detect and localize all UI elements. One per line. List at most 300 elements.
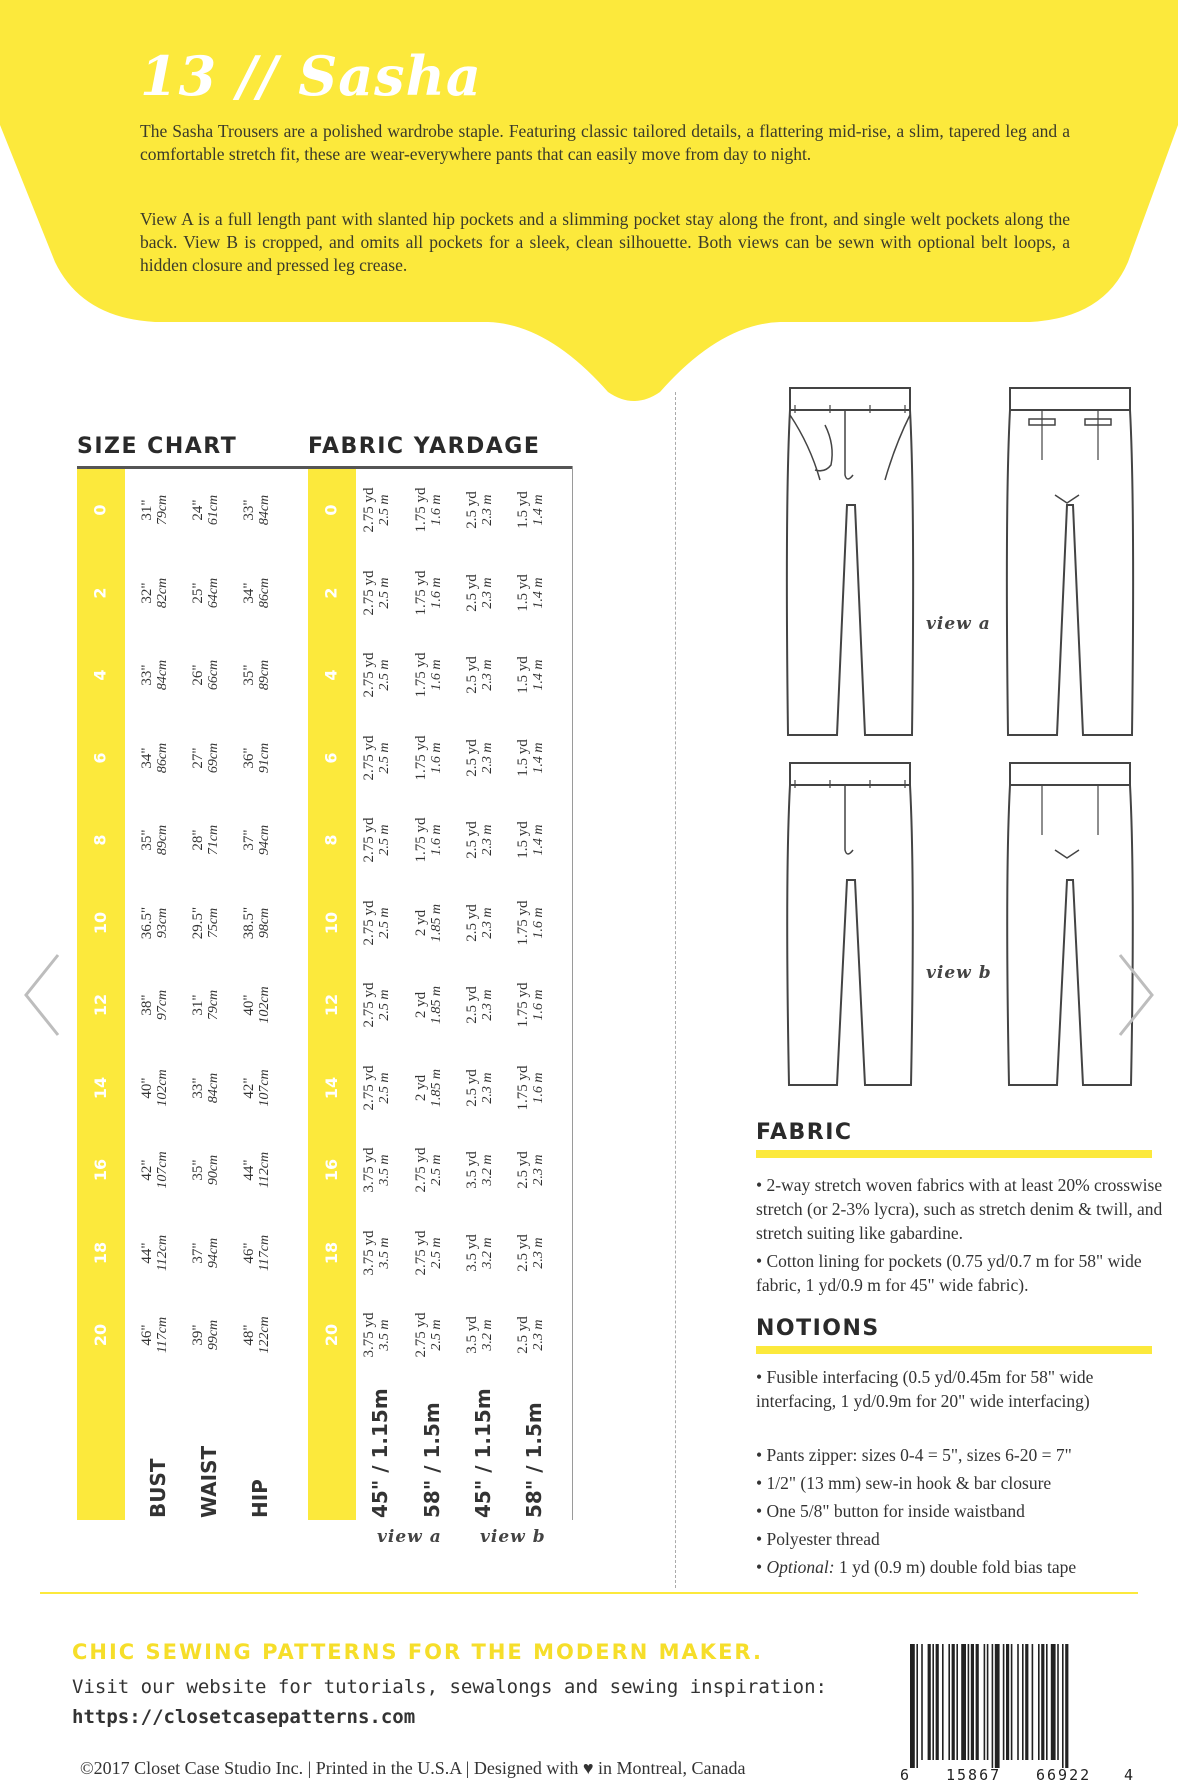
- cell-imperial: 2.75 yd: [361, 735, 377, 780]
- cell-metric: 97cm: [155, 989, 170, 1021]
- barcode-digits-left: 15867: [946, 1766, 1002, 1784]
- barcode-bar: [987, 1644, 989, 1760]
- cell-metric: 2.3 m: [480, 824, 495, 856]
- barcode-bar: [921, 1644, 923, 1760]
- size-chart-heading: SIZE CHART: [77, 434, 238, 459]
- barcode-bar: [932, 1644, 934, 1760]
- cell-metric: 84cm: [155, 659, 170, 691]
- cell-imperial: 2.5 yd: [515, 1151, 531, 1189]
- chart-size-2: [77, 583, 125, 603]
- size-label: 4: [90, 669, 110, 681]
- cell-imperial: 2 yd: [413, 991, 429, 1019]
- barcode: [898, 1640, 1138, 1788]
- cell-metric: 89cm: [155, 824, 170, 856]
- barcode-bar: [1041, 1644, 1044, 1760]
- cell-value: [190, 990, 222, 1020]
- barcode-bar: [1062, 1644, 1064, 1768]
- yardage-view-a-caption: view a: [377, 1527, 442, 1547]
- cell-value: [413, 570, 445, 615]
- cell-value: [241, 742, 273, 772]
- size-bar-chart: [77, 469, 125, 1520]
- notions-bullet-1: • Fusible interfacing (0.5 yd/0.45m for 58" wide interfacing, 1 yd/0.9m for 20" wide interfacing): [756, 1367, 1094, 1411]
- cell-imperial: 34": [241, 581, 257, 604]
- cell-value: [190, 1320, 222, 1350]
- cell-value: [464, 1069, 496, 1107]
- cell-value: [139, 742, 171, 772]
- chart-size-0: [77, 500, 125, 520]
- cell-value: [139, 825, 171, 855]
- barcode-bar: [956, 1644, 958, 1760]
- cell-value: [464, 821, 496, 859]
- cell-metric: 3.5 m: [377, 1236, 392, 1269]
- cell-value: [413, 818, 445, 863]
- cell-value: [241, 1316, 273, 1353]
- cell-metric: 2.3 m: [480, 494, 495, 526]
- cell-imperial: 2.5 yd: [515, 1316, 531, 1354]
- cell-imperial: 1.5 yd: [515, 738, 531, 777]
- size-label: 0: [321, 504, 341, 516]
- cell-metric: 2.3 m: [480, 989, 495, 1021]
- cell-metric: 2.3 m: [480, 1071, 495, 1104]
- cell-value: [241, 825, 273, 855]
- cell-imperial: 33": [190, 1076, 206, 1099]
- cell-imperial: 46": [241, 1241, 257, 1264]
- cell-imperial: 46": [139, 1324, 155, 1346]
- view-b-front-illustration: [785, 760, 915, 1090]
- barcode-bar: [942, 1644, 944, 1760]
- size-label: 6: [321, 751, 341, 764]
- cell-value: [413, 903, 445, 941]
- cell-metric: 1.6 m: [429, 741, 444, 774]
- cell-metric: 1.85 m: [429, 903, 444, 942]
- cell-metric: 86cm: [257, 577, 272, 608]
- cell-imperial: 33": [241, 499, 257, 521]
- cell-value: [139, 1069, 171, 1106]
- cell-imperial: 3.75 yd: [361, 1230, 377, 1275]
- cell-metric: 2.3 m: [480, 741, 495, 774]
- cell-value: [464, 574, 496, 612]
- fabric-yardage-row-label: 45" / 1.15m: [368, 1388, 392, 1518]
- footer-tagline: CHIC SEWING PATTERNS FOR THE MODERN MAKER.: [72, 1640, 763, 1664]
- cell-metric: 84cm: [257, 494, 272, 526]
- yardage-size-4: [308, 665, 356, 685]
- cell-metric: 75cm: [206, 907, 221, 938]
- cell-value: [139, 1151, 171, 1188]
- carousel-prev-arrow[interactable]: [18, 950, 64, 1040]
- cell-imperial: 2.5 yd: [464, 738, 480, 777]
- size-chart-row-label: BUST: [146, 1458, 170, 1518]
- barcode-bar: [928, 1644, 931, 1760]
- yardage-size-14: [308, 1078, 356, 1098]
- yardage-size-16: [308, 1160, 356, 1180]
- cell-value: [139, 990, 171, 1020]
- cell-metric: 1.6 m: [531, 1071, 546, 1104]
- cell-value: [515, 574, 547, 612]
- notions-bullet-6: • Optional: 1 yd (0.9 m) double fold bias tape: [756, 1557, 1077, 1577]
- yardage-size-8: [308, 830, 356, 850]
- cell-imperial: 2.75 yd: [361, 817, 377, 863]
- barcode-digits-right: 66922: [1036, 1766, 1092, 1784]
- cell-imperial: 35": [241, 664, 257, 686]
- cell-value: [464, 656, 496, 694]
- size-label: 4: [321, 669, 341, 681]
- cell-value: [464, 986, 496, 1024]
- cell-imperial: 1.75 yd: [413, 817, 429, 863]
- barcode-bar: [1011, 1644, 1013, 1760]
- barcode-bar: [984, 1644, 986, 1760]
- cell-value: [413, 653, 445, 698]
- size-label: 18: [321, 1241, 341, 1264]
- cell-metric: 98cm: [257, 907, 272, 938]
- cell-metric: 69cm: [206, 742, 221, 773]
- size-label: 2: [321, 586, 341, 599]
- cell-imperial: 27": [190, 746, 206, 769]
- cell-imperial: 1.75 yd: [413, 487, 429, 533]
- cell-imperial: 37": [241, 829, 257, 851]
- cell-value: [515, 739, 547, 777]
- cell-value: [190, 906, 222, 938]
- size-label: 10: [321, 911, 341, 934]
- cell-imperial: 1.5 yd: [515, 491, 531, 529]
- yardage-size-0: [308, 500, 356, 520]
- cell-value: [190, 495, 222, 525]
- cell-metric: 117cm: [155, 1316, 170, 1354]
- barcode-bar: [961, 1644, 966, 1760]
- cell-value: [241, 1069, 273, 1106]
- barcode-bar: [1025, 1644, 1028, 1760]
- notions-heading-rule: [756, 1346, 1152, 1354]
- cell-value: [361, 1148, 393, 1193]
- cell-imperial: 1.75 yd: [515, 900, 531, 945]
- optional-text: 1 yd (0.9 m) double fold bias tape: [834, 1557, 1077, 1577]
- notions-bullet-5: • Polyester thread: [756, 1529, 880, 1549]
- cell-imperial: 2.75 yd: [413, 1147, 429, 1193]
- cell-value: [361, 1313, 393, 1358]
- cell-imperial: 1.5 yd: [515, 573, 531, 612]
- cell-imperial: 1.5 yd: [515, 656, 531, 694]
- size-label: 2: [90, 586, 110, 599]
- cell-imperial: 26": [190, 664, 206, 686]
- cell-value: [241, 986, 273, 1023]
- cell-metric: 66cm: [206, 659, 221, 691]
- cell-value: [361, 1065, 393, 1110]
- cell-imperial: 28": [190, 829, 206, 851]
- cell-metric: 2.5 m: [377, 659, 392, 691]
- cell-value: [241, 660, 273, 690]
- chart-size-20: [77, 1325, 125, 1345]
- size-chart-row-label: HIP: [248, 1479, 272, 1518]
- cell-value: [515, 1234, 547, 1272]
- cell-value: [241, 577, 273, 607]
- cell-value: [515, 983, 547, 1028]
- cell-imperial: 1.75 yd: [413, 652, 429, 698]
- cell-imperial: 3.75 yd: [361, 1312, 377, 1358]
- cell-metric: 1.6 m: [429, 824, 444, 856]
- cell-metric: 102cm: [155, 1068, 170, 1107]
- pattern-title: 13 // Sasha: [140, 44, 482, 108]
- cell-value: [464, 739, 496, 777]
- cell-metric: 93cm: [155, 907, 170, 938]
- cell-value: [190, 1237, 222, 1267]
- cell-value: [241, 495, 273, 525]
- barcode-bar: [1003, 1644, 1005, 1760]
- cell-imperial: 39": [190, 1324, 206, 1346]
- cell-metric: 61cm: [206, 494, 221, 526]
- cell-imperial: 29.5": [190, 906, 206, 939]
- cell-imperial: 44": [241, 1159, 257, 1181]
- cell-metric: 2.5 m: [377, 1071, 392, 1104]
- cell-metric: 82cm: [155, 577, 170, 608]
- cell-imperial: 32": [139, 581, 155, 604]
- cell-imperial: 2.75 yd: [413, 1312, 429, 1358]
- cell-imperial: 2.5 yd: [464, 903, 480, 942]
- cell-value: [241, 1234, 273, 1270]
- cell-value: [190, 1072, 222, 1102]
- barcode-bar: [1065, 1644, 1068, 1768]
- copyright-text-pre: ©2017 Closet Case Studio Inc. | Printed in the U.S.A | Designed with: [80, 1758, 583, 1778]
- view-b-back-illustration: [1005, 760, 1135, 1090]
- cell-metric: 2.5 m: [377, 576, 392, 609]
- cell-imperial: 2.5 yd: [464, 491, 480, 529]
- cell-imperial: 1.75 yd: [515, 982, 531, 1028]
- yardage-size-2: [308, 583, 356, 603]
- cell-metric: 102cm: [257, 986, 272, 1024]
- cell-metric: 1.4 m: [531, 494, 546, 526]
- intro-paragraph-2: View A is a full length pant with slanted hip pockets and a slimming pocket stay along the front, and single welt pockets along the back. View B is cropped, and omits all pockets for a sleek, clean silhouette. Both views can be sewn with optional belt loops, a hidden closure and pressed leg crease.: [140, 209, 1070, 275]
- cell-metric: 107cm: [155, 1151, 170, 1189]
- cell-value: [190, 825, 222, 855]
- cell-metric: 1.85 m: [429, 985, 444, 1025]
- barcode-bar: [1017, 1644, 1019, 1760]
- cell-imperial: 2.75 yd: [361, 570, 377, 615]
- notions-bullet-3: • 1/2" (13 mm) sew-in hook & bar closure: [756, 1473, 1052, 1493]
- cell-metric: 2.5 m: [429, 1154, 444, 1186]
- barcode-bar: [916, 1644, 918, 1768]
- barcode-bar: [948, 1644, 950, 1760]
- cell-metric: 2.5 m: [377, 989, 392, 1021]
- cell-metric: 2.3 m: [531, 1154, 546, 1186]
- cell-imperial: 2.5 yd: [515, 1233, 531, 1272]
- size-label: 0: [90, 504, 110, 516]
- cell-metric: 79cm: [155, 494, 170, 526]
- cell-metric: 117cm: [257, 1234, 272, 1271]
- cell-imperial: 3.75 yd: [361, 1147, 377, 1193]
- cell-imperial: 24": [190, 499, 206, 521]
- cell-value: [464, 904, 496, 942]
- size-bar-yardage: [308, 469, 356, 1520]
- chart-size-18: [77, 1243, 125, 1263]
- copyright-text-post: in Montreal, Canada: [593, 1758, 746, 1778]
- cell-value: [515, 491, 547, 529]
- barcode-bar: [1022, 1644, 1024, 1760]
- cell-metric: 84cm: [206, 1072, 221, 1103]
- cell-imperial: 42": [139, 1159, 155, 1181]
- fabric-heading-rule: [756, 1150, 1152, 1158]
- cell-imperial: 31": [190, 994, 206, 1016]
- barcode-bar: [1006, 1644, 1009, 1760]
- cell-metric: 90cm: [206, 1154, 221, 1186]
- size-label: 16: [321, 1158, 341, 1182]
- cell-value: [464, 1234, 496, 1272]
- cell-metric: 3.2 m: [480, 1154, 495, 1186]
- barcode-bar: [1032, 1644, 1034, 1760]
- cell-metric: 79cm: [206, 989, 221, 1021]
- chart-size-8: [77, 830, 125, 850]
- barcode-digit-lead: 6: [900, 1766, 910, 1784]
- cell-metric: 1.4 m: [531, 824, 546, 856]
- cell-value: [413, 1313, 445, 1358]
- carousel-next-arrow[interactable]: [1114, 950, 1160, 1040]
- view-a-label: view a: [926, 614, 991, 634]
- size-label: 8: [90, 834, 110, 846]
- fabric-bullet-2: • Cotton lining for pockets (0.75 yd/0.7 m for 58" wide fabric, 1 yd/0.9 m for 45" wide fabric).: [756, 1251, 1142, 1295]
- optional-label: Optional:: [766, 1557, 835, 1577]
- cell-imperial: 2.75 yd: [361, 487, 377, 533]
- cell-value: [361, 570, 393, 615]
- cell-value: [361, 900, 393, 945]
- cell-metric: 112cm: [155, 1234, 170, 1271]
- cell-imperial: 1.75 yd: [413, 735, 429, 780]
- chart-size-10: [77, 913, 125, 933]
- cell-metric: 89cm: [257, 659, 272, 691]
- cell-imperial: 38": [139, 994, 155, 1016]
- cell-value: [139, 1317, 171, 1353]
- cell-metric: 2.3 m: [531, 1319, 546, 1351]
- size-label: 14: [321, 1076, 341, 1099]
- cell-metric: 3.5 m: [377, 1154, 392, 1186]
- barcode-digit-trail: 4: [1124, 1766, 1134, 1784]
- size-label: 12: [321, 993, 341, 1017]
- cell-metric: 1.6 m: [429, 494, 444, 526]
- cell-value: [515, 821, 547, 859]
- cell-imperial: 33": [139, 664, 155, 686]
- cell-metric: 1.85 m: [429, 1068, 444, 1107]
- notions-heading: NOTIONS: [756, 1316, 880, 1341]
- size-label: 18: [90, 1241, 110, 1264]
- barcode-bar: [968, 1644, 970, 1760]
- cell-imperial: 37": [190, 1241, 206, 1264]
- cell-imperial: 1.75 yd: [515, 1065, 531, 1110]
- cell-metric: 91cm: [257, 742, 272, 773]
- cell-value: [361, 488, 393, 533]
- cell-value: [361, 653, 393, 698]
- cell-value: [139, 495, 171, 525]
- cell-value: [361, 1230, 393, 1275]
- cell-metric: 3.2 m: [480, 1319, 495, 1351]
- cell-value: [515, 1151, 547, 1189]
- cell-metric: 3.5 m: [377, 1319, 392, 1351]
- view-a-front-illustration: [785, 385, 915, 740]
- cell-imperial: 40": [241, 994, 257, 1016]
- size-label: 10: [90, 911, 110, 934]
- footer-website-link[interactable]: https://closetcasepatterns.com: [72, 1706, 416, 1728]
- cell-value: [464, 1151, 496, 1189]
- yardage-size-18: [308, 1243, 356, 1263]
- cell-value: [464, 491, 496, 529]
- barcode-bar: [1051, 1644, 1056, 1760]
- barcode-bar: [971, 1644, 974, 1760]
- cell-value: [515, 656, 547, 694]
- barcode-bar: [1046, 1644, 1048, 1760]
- cell-metric: 86cm: [155, 742, 170, 773]
- cell-value: [515, 1065, 547, 1110]
- cell-metric: 3.2 m: [480, 1236, 495, 1269]
- cell-imperial: 2.5 yd: [464, 656, 480, 694]
- cell-imperial: 40": [139, 1076, 155, 1099]
- cell-value: [190, 577, 222, 607]
- cell-imperial: 34": [139, 746, 155, 769]
- cell-metric: 112cm: [257, 1151, 272, 1189]
- notions-bullet-4: • One 5/8" button for inside waistband: [756, 1501, 1025, 1521]
- cell-metric: 2.5 m: [377, 741, 392, 774]
- cell-imperial: 2.5 yd: [464, 986, 480, 1024]
- chart-size-12: [77, 995, 125, 1015]
- cell-imperial: 42": [241, 1076, 257, 1099]
- heart-icon: ♥: [582, 1758, 594, 1778]
- fabric-yardage-row-label: 58" / 1.5m: [522, 1402, 546, 1518]
- cell-metric: 94cm: [257, 824, 272, 856]
- chart-size-16: [77, 1160, 125, 1180]
- footer-copyright: [80, 1758, 746, 1779]
- cell-value: [190, 660, 222, 690]
- barcode-bar: [910, 1644, 915, 1768]
- intro-paragraph-1: The Sasha Trousers are a polished wardrobe staple. Featuring classic tailored details, a flattering mid-rise, a slim, tapered leg and a comfortable stretch fit, these are wear-everywhere pants that can easily move from day to night.: [140, 121, 1070, 164]
- cell-metric: 2.3 m: [480, 906, 495, 939]
- cell-imperial: 44": [139, 1241, 155, 1264]
- cell-value: [413, 1068, 445, 1106]
- cell-metric: 2.5 m: [429, 1236, 444, 1269]
- cell-imperial: 1.5 yd: [515, 821, 531, 859]
- cell-metric: 2.5 m: [377, 824, 392, 856]
- cell-metric: 2.5 m: [429, 1319, 444, 1351]
- cell-imperial: 1.75 yd: [413, 570, 429, 615]
- cell-metric: 2.3 m: [480, 576, 495, 609]
- cell-imperial: 36": [241, 746, 257, 769]
- cell-imperial: 38.5": [241, 906, 257, 939]
- cell-metric: 1.6 m: [531, 989, 546, 1021]
- cell-value: [190, 1155, 222, 1185]
- cell-imperial: 48": [241, 1324, 257, 1346]
- barcode-bar: [1057, 1644, 1059, 1760]
- cell-metric: 2.5 m: [377, 906, 392, 939]
- cell-value: [139, 1234, 171, 1270]
- barcode-bar: [936, 1644, 939, 1760]
- size-label: 20: [321, 1323, 341, 1347]
- cell-imperial: 2.5 yd: [464, 573, 480, 612]
- cell-metric: 2.5 m: [377, 494, 392, 526]
- chart-size-4: [77, 665, 125, 685]
- cell-value: [361, 735, 393, 780]
- fabric-bullet-1: • 2-way stretch woven fabrics with at least 20% crosswise stretch (or 2-3% lycra), such as stretch denim & twill, and stretch suiting like gabardine.: [756, 1175, 1163, 1243]
- cell-imperial: 3.5 yd: [464, 1151, 480, 1189]
- barcode-bar: [992, 1644, 994, 1768]
- cell-value: [515, 1316, 547, 1354]
- cell-metric: 2.3 m: [531, 1236, 546, 1269]
- cell-imperial: 35": [139, 829, 155, 851]
- cell-metric: 107cm: [257, 1068, 272, 1107]
- fabric-yardage-row-label: 45" / 1.15m: [471, 1388, 495, 1518]
- cell-imperial: 2.75 yd: [361, 652, 377, 698]
- footer-visit-text: Visit our website for tutorials, sewalongs and sewing inspiration:: [72, 1676, 827, 1698]
- notions-bullet-2: • Pants zipper: sizes 0-4 = 5", sizes 6-20 = 7": [756, 1445, 1072, 1465]
- cell-metric: 71cm: [206, 824, 221, 856]
- cell-value: [139, 906, 171, 938]
- fabric-heading: FABRIC: [756, 1120, 853, 1145]
- size-label: 12: [90, 993, 110, 1017]
- cell-value: [515, 900, 547, 945]
- cell-imperial: 25": [190, 581, 206, 604]
- cell-imperial: 2.5 yd: [464, 821, 480, 859]
